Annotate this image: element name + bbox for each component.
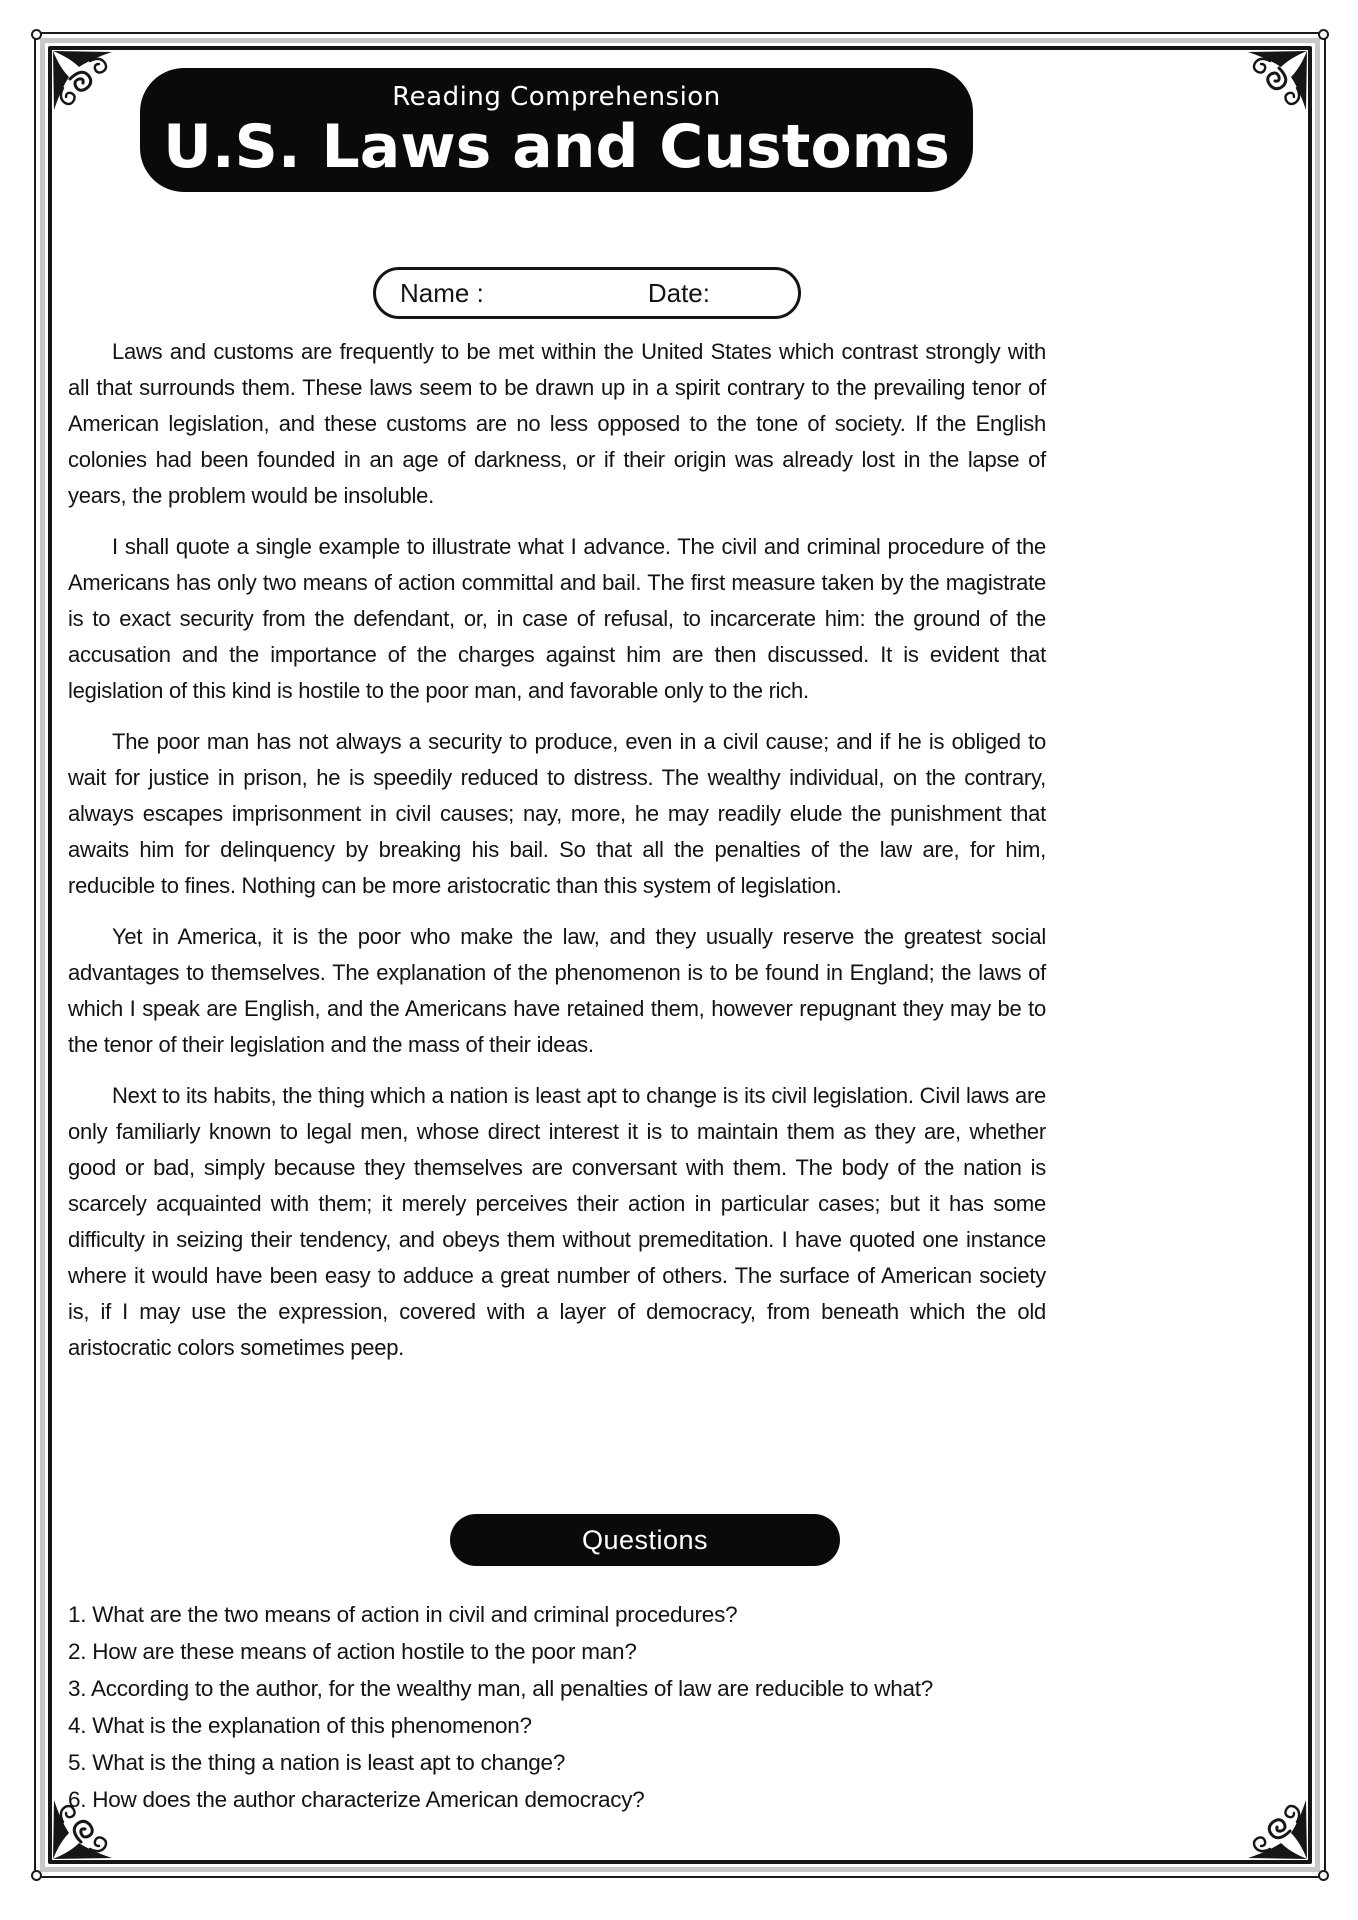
name-date-field bbox=[373, 267, 801, 319]
date-label: Date: bbox=[647, 277, 710, 308]
title-banner bbox=[140, 68, 973, 192]
corner-flourish-icon bbox=[52, 50, 134, 132]
question-item: 6. How does the author characterize American democracy? bbox=[68, 1787, 645, 1812]
worksheet-subtitle: Reading Comprehension bbox=[392, 81, 721, 112]
date-input-area[interactable] bbox=[710, 277, 788, 309]
question-item: 4. What is the explanation of this phenomenon? bbox=[68, 1713, 532, 1738]
corner-flourish-icon bbox=[1226, 50, 1308, 132]
question-item: 5. What is the thing a nation is least apt to change? bbox=[68, 1750, 566, 1775]
worksheet-title: U.S. Laws and Customs bbox=[163, 111, 950, 182]
question-item: 3. According to the author, for the wealthy man, all penalties of law are reducible to what? bbox=[68, 1676, 934, 1701]
questions-list bbox=[68, 1596, 1068, 1818]
corner-flourish-icon bbox=[1226, 1778, 1308, 1860]
corner-rivet-icon bbox=[1318, 1870, 1329, 1881]
passage-paragraph: I shall quote a single example to illustrate what I advance. The civil and criminal procedure of the Americans has only two means of action committal and bail. The first measure taken by the magistrate is to exact security from the defendant, or, in case of refusal, to incarcerate him: the ground of the accusation and the importance of the charges against him are then discussed. It is evident that legislation of this kind is hostile to the poor man, and favorable only to the rich. bbox=[68, 534, 1046, 703]
passage-paragraph: The poor man has not always a security to produce, even in a civil cause; and if he is obliged to wait for justice in prison, he is speedily reduced to distress. The wealthy individual, on the contrary, always escapes imprisonment in civil causes; nay, more, he may readily elude the punishment that awaits him for delinquency by breaking his bail. So that all the penalties of the law are, for him, reducible to fines. Nothing can be more aristocratic than this system of legislation. bbox=[68, 729, 1046, 898]
question-item: 1. What are the two means of action in civil and criminal procedures? bbox=[68, 1602, 738, 1627]
corner-rivet-icon bbox=[1318, 29, 1329, 40]
reading-passage bbox=[68, 334, 1046, 1381]
questions-heading: Questions bbox=[581, 1524, 709, 1555]
questions-heading-banner bbox=[450, 1514, 840, 1566]
name-input-area[interactable] bbox=[484, 277, 648, 309]
passage-paragraph: Next to its habits, the thing which a nation is least apt to change is its civil legislation. Civil laws are only familiarly known to legal men, whose direct interest it is to maintain them as they are, whether good or bad, simply because they themselves are conversant with them. The body of the nation is scarcely acquainted with them; it merely perceives their action in particular cases; but it has some difficulty in seizing their tendency, and obeys them without premeditation. I have quoted one instance where it would have been easy to adduce a great number of others. The surface of American society is, if I may use the expression, covered with a layer of democracy, from beneath which the old aristocratic colors sometimes peep. bbox=[68, 1083, 1046, 1360]
question-item: 2. How are these means of action hostile to the poor man? bbox=[68, 1639, 637, 1664]
passage-paragraph: Laws and customs are frequently to be met within the United States which contrast strongly with all that surrounds them. These laws seem to be drawn up in a spirit contrary to the prevailing tenor of American legislation, and these customs are no less opposed to the tone of society. If the English colonies had been founded in an age of darkness, or if their origin was already lost in the lapse of years, the problem would be insoluble. bbox=[68, 339, 1046, 508]
passage-paragraph: Yet in America, it is the poor who make the law, and they usually reserve the greatest social advantages to themselves. The explanation of the phenomenon is to be found in England; the laws of which I speak are English, and the Americans have retained them, however repugnant they may be to the tenor of their legislation and the mass of their ideas. bbox=[68, 924, 1046, 1057]
name-label: Name : bbox=[400, 277, 484, 308]
corner-rivet-icon bbox=[31, 29, 42, 40]
corner-rivet-icon bbox=[31, 1870, 42, 1881]
